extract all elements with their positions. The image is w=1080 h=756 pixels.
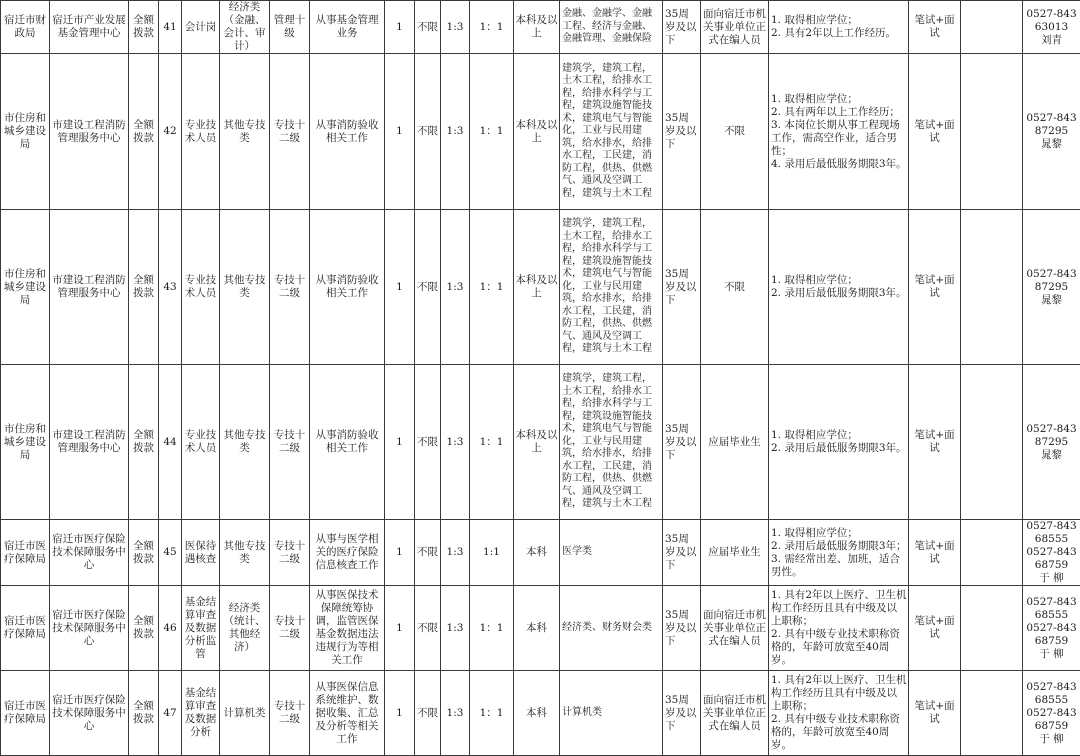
remark-cell [961, 365, 1023, 520]
grade-cell: 专技十二级 [270, 54, 310, 210]
position-category-cell: 其他专技类 [220, 520, 270, 586]
conditions-cell [769, 365, 909, 520]
conditions-cell [769, 520, 909, 586]
contact-person: 于 柳 [1024, 648, 1079, 661]
conditions-cell [769, 1, 909, 54]
unit-cell: 宿迁市医疗保障局 [1, 671, 50, 756]
contact-cell [1023, 671, 1080, 756]
condition-line: 2. 录用后最低服务期限3年。 [771, 287, 907, 300]
contact-cell [1023, 365, 1080, 520]
headcount-cell: 1 [385, 586, 415, 671]
condition-line: 3. 需经常出差、加班，适合男性。 [771, 553, 907, 579]
position-name-cell: 医保待遇核查 [182, 520, 220, 586]
condition-line: 1. 取得相应学位； [771, 429, 907, 442]
contact-person: 于 柳 [1024, 733, 1079, 746]
contact-person: 晁黎 [1024, 449, 1079, 462]
age-cell: 35周岁及以下 [663, 365, 701, 520]
duty-cell: 从事基金管理业务 [310, 1, 385, 54]
interview-ratio-cell: 1：1 [470, 54, 514, 210]
exam-method-cell: 笔试+面试 [909, 54, 961, 210]
condition-line: 1. 取得相应学位； [771, 14, 907, 27]
org-cell: 宿迁市医疗保险技术保障服务中心 [50, 520, 129, 586]
duty-cell: 从事消防验收相关工作 [310, 54, 385, 210]
position-code-cell: 45 [159, 520, 182, 586]
condition-line: 2. 具有2年以上工作经历。 [771, 27, 907, 40]
position-code-cell: 41 [159, 1, 182, 54]
grade-cell: 专技十二级 [270, 210, 310, 365]
contact-cell [1023, 586, 1080, 671]
org-cell: 市建设工程消防管理服务中心 [50, 54, 129, 210]
condition-line: 1. 具有2年以上医疗、卫生机构工作经历且具有中级及以上职称； [771, 674, 907, 713]
contact-phone: 0527-84368555 [1024, 681, 1079, 707]
interview-ratio-cell: 1：1 [470, 365, 514, 520]
position-code-cell: 42 [159, 54, 182, 210]
remark-cell [961, 54, 1023, 210]
conditions-cell [769, 54, 909, 210]
headcount-cell: 1 [385, 365, 415, 520]
condition-line: 2. 录用后最低服务期限3年； [771, 540, 907, 553]
headcount-cell: 1 [385, 54, 415, 210]
education-cell: 本科及以上 [514, 365, 560, 520]
education-cell: 本科及以上 [514, 210, 560, 365]
contact-phone: 0527-84368759 [1024, 622, 1079, 648]
position-category-cell: 其他专技类 [220, 54, 270, 210]
unit-cell: 市住房和城乡建设局 [1, 365, 50, 520]
condition-line: 4. 录用后最低服务期限3年。 [771, 158, 907, 171]
table-row [1, 586, 1080, 671]
table-row [1, 365, 1080, 520]
major-cell: 建筑学，建筑工程，土木工程，给排水工程，给排水科学与工程，建筑设施智能技术，建筑电气与智能化，工业与民用建筑，给水排水，给排水工程，工民建，消防工程，供热、供燃气、通风及空调工程，建筑与土木工程 [560, 365, 663, 520]
contact-cell [1023, 210, 1080, 365]
exam-method-cell: 笔试+面试 [909, 671, 961, 756]
gender-cell: 不限 [415, 671, 441, 756]
gender-cell: 不限 [415, 520, 441, 586]
funding-cell: 全额拨款 [129, 586, 159, 671]
exam-ratio-cell: 1:3 [441, 54, 470, 210]
org-cell: 宿迁市医疗保险技术保障服务中心 [50, 586, 129, 671]
org-cell: 宿迁市医疗保险技术保障服务中心 [50, 671, 129, 756]
major-cell: 金融、金融学、金融工程、经济与金融、金融管理、金融保险 [560, 1, 663, 54]
gender-cell: 不限 [415, 586, 441, 671]
grade-cell: 专技十二级 [270, 586, 310, 671]
exam-ratio-cell: 1:3 [441, 671, 470, 756]
major-cell: 计算机类 [560, 671, 663, 756]
contact-phone: 0527-84368555 [1024, 520, 1079, 546]
headcount-cell: 1 [385, 520, 415, 586]
contact-phone: 0527-84368759 [1024, 707, 1079, 733]
condition-line: 1. 取得相应学位； [771, 274, 907, 287]
remark-cell [961, 586, 1023, 671]
position-code-cell: 43 [159, 210, 182, 365]
table-row [1, 520, 1080, 586]
age-cell: 35周岁及以下 [663, 520, 701, 586]
unit-cell: 宿迁市医疗保障局 [1, 586, 50, 671]
grade-cell: 专技十二级 [270, 520, 310, 586]
major-cell: 建筑学，建筑工程，土木工程，给排水工程，给排水科学与工程，建筑设施智能技术，建筑电气与智能化，工业与民用建筑，给水排水，给排水工程，工民建，消防工程，供热、供燃气、通风及空调工程，建筑与土木工程 [560, 54, 663, 210]
duty-cell: 从事与医学相关的医疗保险信息核查工作 [310, 520, 385, 586]
gender-cell: 不限 [415, 365, 441, 520]
headcount-cell: 1 [385, 671, 415, 756]
condition-line: 2. 具有中级专业技术职称资格的，年龄可放宽至40周岁。 [771, 713, 907, 752]
contact-cell [1023, 1, 1080, 54]
condition-line: 2. 录用后最低服务期限3年。 [771, 442, 907, 455]
duty-cell: 从事医保信息系统维护、数据收集、汇总及分析等相关工作 [310, 671, 385, 756]
education-cell: 本科及以上 [514, 1, 560, 54]
position-name-cell: 专业技术人员 [182, 210, 220, 365]
contact-phone: 0527-84387295 [1024, 423, 1079, 449]
contact-cell [1023, 54, 1080, 210]
contact-person: 刘青 [1024, 34, 1079, 47]
position-code-cell: 46 [159, 586, 182, 671]
condition-line: 1. 取得相应学位； [771, 527, 907, 540]
remark-cell [961, 1, 1023, 54]
funding-cell: 全额拨款 [129, 1, 159, 54]
duty-cell: 从事消防验收相关工作 [310, 210, 385, 365]
target-cell: 应届毕业生 [701, 520, 769, 586]
position-name-cell: 会计岗 [182, 1, 220, 54]
major-cell: 医学类 [560, 520, 663, 586]
org-cell: 市建设工程消防管理服务中心 [50, 210, 129, 365]
org-cell: 市建设工程消防管理服务中心 [50, 365, 129, 520]
interview-ratio-cell: 1：1 [470, 210, 514, 365]
interview-ratio-cell: 1：1 [470, 1, 514, 54]
target-cell: 应届毕业生 [701, 365, 769, 520]
contact-person: 晁黎 [1024, 294, 1079, 307]
position-name-cell: 专业技术人员 [182, 54, 220, 210]
education-cell: 本科 [514, 671, 560, 756]
duty-cell: 从事消防验收相关工作 [310, 365, 385, 520]
age-cell: 35周岁及以下 [663, 671, 701, 756]
table-row [1, 54, 1080, 210]
age-cell: 35周岁及以下 [663, 210, 701, 365]
grade-cell: 专技十二级 [270, 365, 310, 520]
position-name-cell: 基金结算审查及数据分析监管 [182, 586, 220, 671]
contact-person: 晁黎 [1024, 138, 1079, 151]
education-cell: 本科 [514, 586, 560, 671]
headcount-cell: 1 [385, 210, 415, 365]
age-cell: 35周岁及以下 [663, 586, 701, 671]
gender-cell: 不限 [415, 54, 441, 210]
condition-line: 1. 取得相应学位； [771, 93, 907, 106]
contact-phone: 0527-84368759 [1024, 546, 1079, 572]
unit-cell: 宿迁市财政局 [1, 1, 50, 54]
grade-cell: 专技十二级 [270, 671, 310, 756]
interview-ratio-cell: 1:1 [470, 520, 514, 586]
remark-cell [961, 210, 1023, 365]
contact-cell [1023, 520, 1080, 586]
funding-cell: 全额拨款 [129, 520, 159, 586]
conditions-cell [769, 671, 909, 756]
age-cell: 35周岁及以下 [663, 54, 701, 210]
unit-cell: 市住房和城乡建设局 [1, 54, 50, 210]
position-category-cell: 计算机类 [220, 671, 270, 756]
funding-cell: 全额拨款 [129, 54, 159, 210]
condition-line: 1. 具有2年以上医疗、卫生机构工作经历且具有中级及以上职称； [771, 589, 907, 628]
major-cell: 建筑学，建筑工程，土木工程，给排水工程，给排水科学与工程，建筑设施智能技术，建筑电气与智能化，工业与民用建筑，给水排水，给排水工程，工民建，消防工程，供热、供燃气、通风及空调工程，建筑与土木工程 [560, 210, 663, 365]
position-category-cell: 经济类（统计、其他经济） [220, 586, 270, 671]
table-row [1, 210, 1080, 365]
education-cell: 本科 [514, 520, 560, 586]
exam-method-cell: 笔试+面试 [909, 1, 961, 54]
contact-phone: 0527-84387295 [1024, 268, 1079, 294]
unit-cell: 宿迁市医疗保障局 [1, 520, 50, 586]
exam-ratio-cell: 1:3 [441, 586, 470, 671]
interview-ratio-cell: 1：1 [470, 586, 514, 671]
exam-method-cell: 笔试+面试 [909, 210, 961, 365]
exam-method-cell: 笔试+面试 [909, 365, 961, 520]
conditions-cell [769, 210, 909, 365]
target-cell: 面向宿迁市机关事业单位正式在编人员 [701, 671, 769, 756]
target-cell: 面向宿迁市机关事业单位正式在编人员 [701, 1, 769, 54]
condition-line: 3. 本岗位长期从事工程现场工作，需高空作业，适合男性； [771, 119, 907, 158]
table-row [1, 671, 1080, 756]
position-name-cell: 基金结算审查及数据分析 [182, 671, 220, 756]
remark-cell [961, 520, 1023, 586]
gender-cell: 不限 [415, 210, 441, 365]
table-row [1, 1, 1080, 54]
exam-ratio-cell: 1:3 [441, 520, 470, 586]
funding-cell: 全额拨款 [129, 365, 159, 520]
exam-ratio-cell: 1:3 [441, 365, 470, 520]
major-cell: 经济类、财务财会类 [560, 586, 663, 671]
exam-ratio-cell: 1:3 [441, 210, 470, 365]
condition-line: 2. 具有两年以上工作经历； [771, 106, 907, 119]
target-cell: 面向宿迁市机关事业单位正式在编人员 [701, 586, 769, 671]
headcount-cell: 1 [385, 1, 415, 54]
org-cell: 宿迁市产业发展基金管理中心 [50, 1, 129, 54]
position-category-cell: 经济类（金融、会计、审计） [220, 1, 270, 54]
position-code-cell: 44 [159, 365, 182, 520]
conditions-cell [769, 586, 909, 671]
target-cell: 不限 [701, 210, 769, 365]
exam-ratio-cell: 1:3 [441, 1, 470, 54]
exam-method-cell: 笔试+面试 [909, 520, 961, 586]
position-category-cell: 其他专技类 [220, 210, 270, 365]
remark-cell [961, 671, 1023, 756]
target-cell: 不限 [701, 54, 769, 210]
contact-phone: 0527-84387295 [1024, 112, 1079, 138]
contact-person: 于 柳 [1024, 572, 1079, 585]
funding-cell: 全额拨款 [129, 671, 159, 756]
interview-ratio-cell: 1：1 [470, 671, 514, 756]
duty-cell: 从事医保技术保障统筹协调，监管医保基金数据违法违规行为等相关工作 [310, 586, 385, 671]
grade-cell: 管理十级 [270, 1, 310, 54]
unit-cell: 市住房和城乡建设局 [1, 210, 50, 365]
position-name-cell: 专业技术人员 [182, 365, 220, 520]
funding-cell: 全额拨款 [129, 210, 159, 365]
gender-cell: 不限 [415, 1, 441, 54]
contact-phone: 0527-84363013 [1024, 8, 1079, 34]
position-category-cell: 其他专技类 [220, 365, 270, 520]
position-code-cell: 47 [159, 671, 182, 756]
education-cell: 本科及以上 [514, 54, 560, 210]
condition-line: 2. 具有中级专业技术职称资格的，年龄可放宽至40周岁。 [771, 628, 907, 667]
contact-phone: 0527-84368555 [1024, 596, 1079, 622]
exam-method-cell: 笔试+面试 [909, 586, 961, 671]
age-cell: 35周岁及以下 [663, 1, 701, 54]
